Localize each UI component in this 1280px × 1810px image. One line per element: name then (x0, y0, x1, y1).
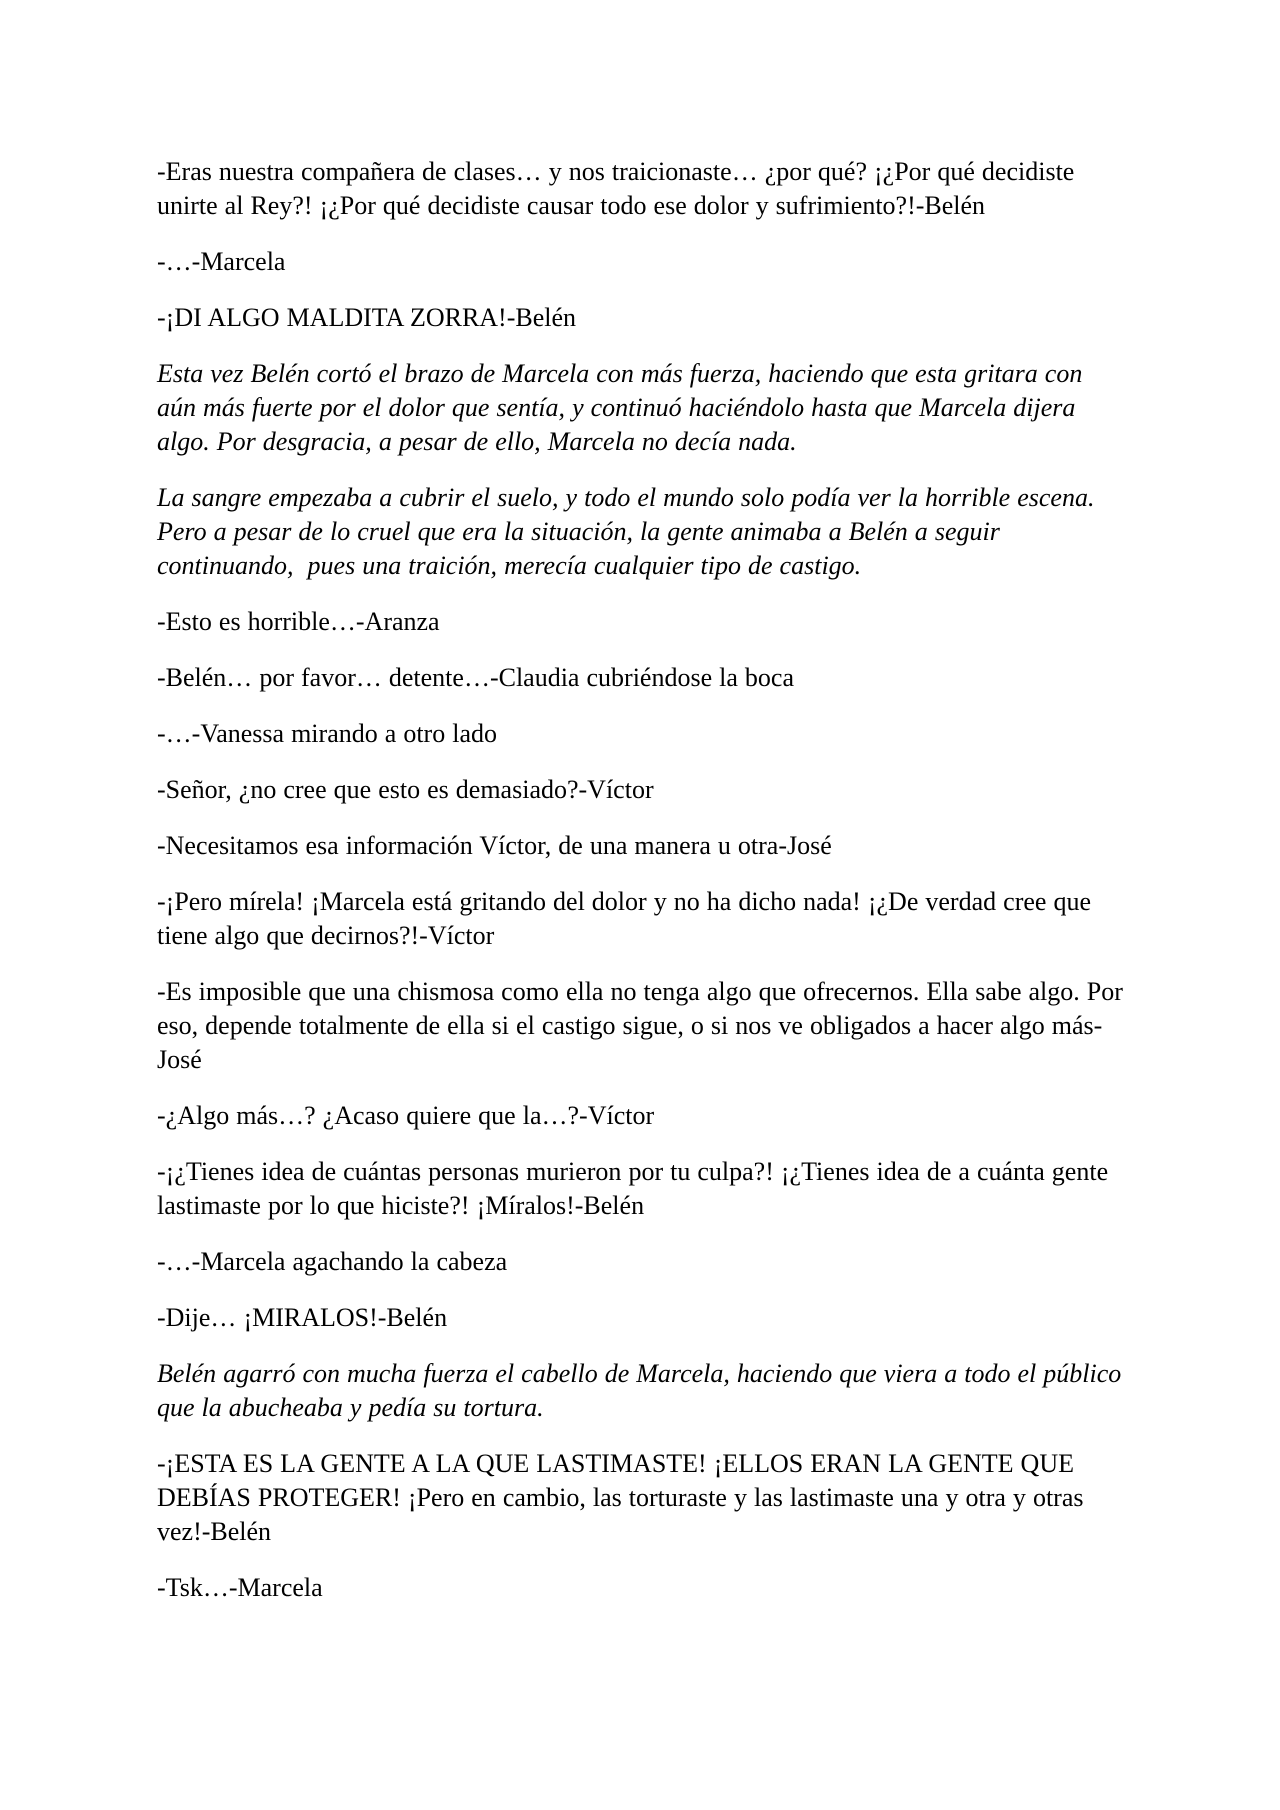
dialogue-paragraph: -¿Algo más…? ¿Acaso quiere que la…?-Víctor (157, 1101, 655, 1130)
narration-paragraph: Belén agarró con mucha fuerza el cabello de Marcela, haciendo que viera a todo el público que la abucheaba y pedía su tortura. (157, 1359, 1129, 1422)
dialogue-paragraph: -Señor, ¿no cree que esto es demasiado?-Víctor (157, 775, 654, 804)
narration-paragraph: La sangre empezaba a cubrir el suelo, y todo el mundo solo podía ver la horrible escena. Pero a pesar de lo cruel que era la situación, la gente animaba a Belén a seguir continuando, pues una traición, merecía cualquier tipo de castigo. (157, 483, 1102, 580)
dialogue-paragraph: -¡ESTA ES LA GENTE A LA QUE LASTIMASTE! ¡ELLOS ERAN LA GENTE QUE DEBÍAS PROTEGER! ¡Pero en cambio, las torturaste y las lastimaste una y otra y otras vez!-Belén (157, 1449, 1091, 1546)
dialogue-paragraph: -Es imposible que una chismosa como ella no tenga algo que ofrecernos. Ella sabe algo. Por eso, depende totalmente de ella si el castigo sigue, o si nos ve obligados a hacer algo más-José (157, 977, 1130, 1074)
dialogue-paragraph: -Belén… por favor… detente…-Claudia cubriéndose la boca (157, 663, 794, 692)
dialogue-paragraph: -¡¿Tienes idea de cuántas personas murieron por tu culpa?! ¡¿Tienes idea de a cuánta gente lastimaste por lo que hiciste?! ¡Míralos!-Belén (157, 1157, 1116, 1220)
dialogue-paragraph: -Tsk…-Marcela (157, 1573, 323, 1602)
dialogue-paragraph: -Necesitamos esa información Víctor, de una manera u otra-José (157, 831, 832, 860)
dialogue-paragraph: -¡DI ALGO MALDITA ZORRA!-Belén (157, 303, 577, 332)
dialogue-paragraph: -Eras nuestra compañera de clases… y nos traicionaste… ¿por qué? ¡¿Por qué decidiste unirte al Rey?! ¡¿Por qué decidiste causar todo ese dolor y sufrimiento?!-Belén (157, 157, 1082, 220)
dialogue-paragraph: -¡Pero mírela! ¡Marcela está gritando del dolor y no ha dicho nada! ¡¿De verdad cree que tiene algo que decirnos?!-Víctor (157, 887, 1099, 950)
narration-paragraph: Esta vez Belén cortó el brazo de Marcela con más fuerza, haciendo que esta gritara con aún más fuerte por el dolor que sentía, y continuó haciéndolo hasta que Marcela dijera algo. Por desgracia, a pesar de ello, Marcela no decía nada. (157, 359, 1090, 456)
dialogue-paragraph: -Dije… ¡MIRALOS!-Belén (157, 1303, 448, 1332)
dialogue-paragraph: -…-Marcela (157, 247, 286, 276)
document-text-block (157, 155, 1130, 1627)
dialogue-paragraph: -…-Vanessa mirando a otro lado (157, 719, 497, 748)
dialogue-paragraph: -…-Marcela agachando la cabeza (157, 1247, 508, 1276)
dialogue-paragraph: -Esto es horrible…-Aranza (157, 607, 440, 636)
